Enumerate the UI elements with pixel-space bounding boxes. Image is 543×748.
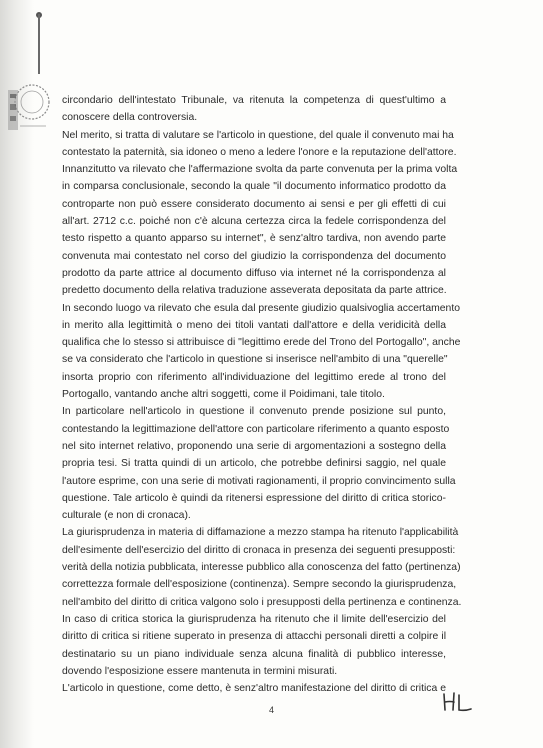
text-line: contestando la legittimazione dell'attore con particolare riferimento a quanto esposto <box>62 423 450 435</box>
page-number: 4 <box>268 705 274 715</box>
text-line: correttezza formale dell'esposizione (continenza). Sempre secondo la giurisprudenza, <box>62 579 457 591</box>
text-line: nell'ambito del diritto di critica valgono solo i presupposti della pertinenza e continenza. <box>62 596 462 608</box>
text-line: propria tesi. Si tratta quindi di un articolo, che potrebbe definirsi saggio, nel quale <box>62 458 446 470</box>
text-line: predetto documento della relativa traduzione asseverata depositata da parte attrice. <box>62 285 447 297</box>
text-line: insorta proprio con riferimento all'individuazione del legittimo erede al trono del <box>62 371 446 383</box>
text-line: controparte non può essere considerato documento ai sensi e per gli effetti di cui <box>62 198 446 210</box>
text-line: In particolare nell'articolo in questione il convenuto prende posizione sul punto, <box>62 406 446 418</box>
text-line: prodotto da parte attrice al documento diffuso via internet né la corrispondenza al <box>62 267 446 279</box>
text-line: all'art. 2712 c.c. poiché non c'è alcuna certezza circa la fedele corrispondenza del <box>62 216 446 228</box>
text-line: conoscere della controversia. <box>62 112 198 124</box>
text-line: questione. Tale articolo è quindi da ritenersi espressione del diritto di critica storico- <box>62 492 446 504</box>
text-line: Innanzitutto va rilevato che l'affermazione svolta da parte convenuta per la prima volta <box>62 164 458 176</box>
text-line: verità della notizia pubblicata, interesse pubblico alla conoscenza del fatto (pertinenza) <box>62 562 461 574</box>
text-line: dovendo l'esposizione essere mantenuta in termini misurati. <box>62 665 338 677</box>
text-line: destinatario su un piano individuale senza alcuna finalità di pubblico interesse, <box>62 648 446 660</box>
text-line: In caso di critica storica la giurisprudenza ha ritenuto che il limite dell'esercizio del <box>62 613 446 625</box>
text-line: dell'esimente dell'esercizio del diritto di cronaca in presenza dei seguenti presupposti: <box>62 544 456 556</box>
handwritten-initials <box>440 690 474 714</box>
text-line: testo rispetto a quanto apparso su internet", è senz'altro tardiva, non avendo parte <box>62 233 446 245</box>
text-line: L'articolo in questione, come detto, è senz'altro manifestazione del diritto di critica e <box>62 683 446 695</box>
text-line: culturale (e non di cronaca). <box>62 510 191 522</box>
text-line: Portogallo, vantando anche altri soggetti, come il Poidimani, tale titolo. <box>62 389 385 401</box>
text-line: nel sito internet relativo, proponendo una serie di argomentazioni a sostegno della <box>62 440 446 452</box>
text-line: In secondo luogo va rilevato che esula dal presente giudizio qualsivoglia accertamento <box>62 302 460 314</box>
text-line: in merito alla legittimità o meno dei titoli vantati dall'attore e della veridicità della <box>62 319 446 331</box>
text-line: in comparsa conclusionale, secondo la quale "il documento informatico prodotto da <box>62 181 446 193</box>
margin-mark <box>38 14 40 74</box>
text-line: qualifica che lo stesso si attribuisce di "legittimo erede del Trono del Portogallo", anche <box>62 337 461 349</box>
text-line: circondario dell'intestato Tribunale, va ritenuta la competenza di quest'ultimo a <box>62 95 446 106</box>
text-line: Nel merito, si tratta di valutare se l'articolo in questione, del quale il convenuto mai ha <box>62 129 454 141</box>
text-line: diritto di critica si ritiene superato in presenza di attacchi personali diretti a colpire il <box>62 631 446 643</box>
body-text <box>62 92 462 697</box>
text-line: se va considerato che l'articolo in questione si inserisce nell'ambito di una "querelle" <box>62 354 448 366</box>
text-line: contestato la paternità, sia idoneo o meno a ledere l'onore e la reputazione dell'attore. <box>62 146 457 158</box>
text-line: convenuta mai contestato nel corso del giudizio la corrispondenza del documento <box>62 250 446 262</box>
text-line: La giurisprudenza in materia di diffamazione a mezzo stampa ha ritenuto l'applicabilità <box>62 527 459 539</box>
court-stamp <box>6 80 54 140</box>
text-line: l'autore esprime, con una serie di motivati ragionamenti, il proprio convincimento sulla <box>62 475 456 487</box>
